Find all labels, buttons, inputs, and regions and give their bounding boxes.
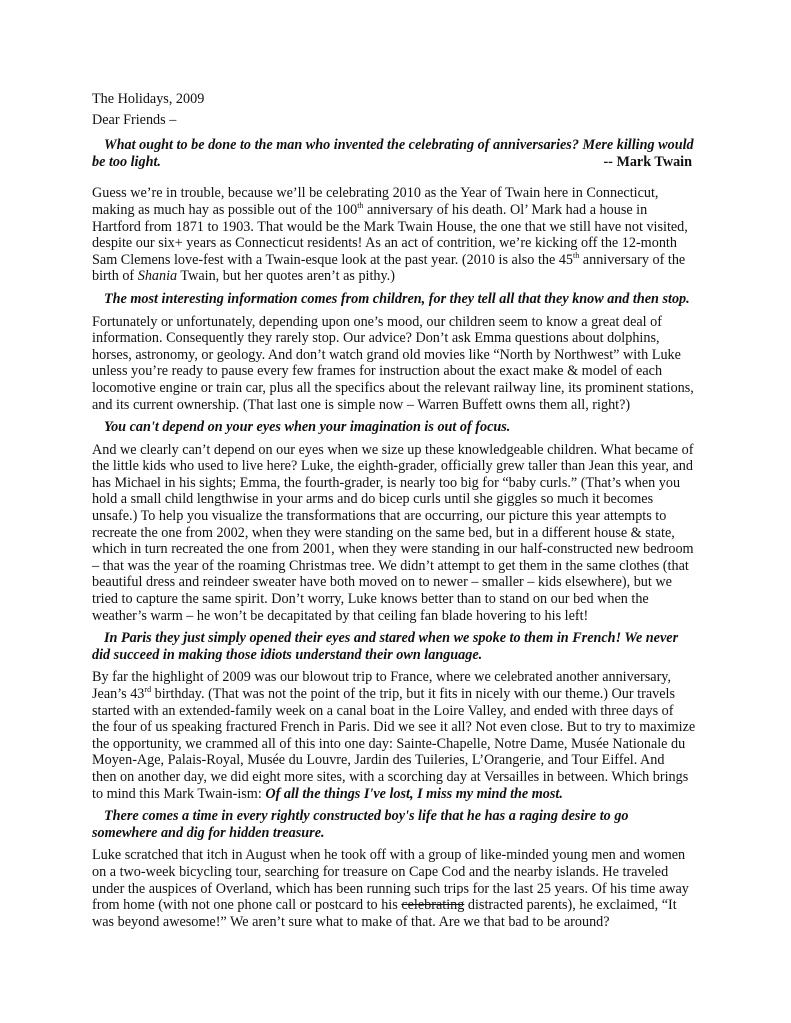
text-run: birthday. (That was not the point of the trip, but it fits in nicely with our theme.) Our travels	[151, 686, 675, 702]
paragraph-line	[92, 897, 702, 914]
text-run: Jean’s 43	[92, 686, 145, 702]
text-run: Sam Clemens love-fest with a Twain-esque look at the past year. (2010 is also the 45	[92, 251, 574, 268]
paragraph-line	[92, 252, 702, 269]
paragraph-line: horses, astronomy, or geology. And don’t watch grand old movies like “North by Northwest” with Luke	[92, 346, 681, 363]
paragraph-line: Moyen-Age, Palais-Royal, Musée du Louvre, Jardin des Tuileries, L’Orangerie, and Tour Eiffel. And	[92, 752, 665, 769]
paragraph-line: Hartford from 1871 to 1903. That would be the Mark Twain House, the one that we still have not visited,	[92, 218, 688, 235]
superscript: th	[357, 200, 364, 210]
quote-treasure	[92, 808, 702, 841]
paragraph-line: hold a small child lengthwise in your arms and do bicep curls until she giggles so much it becomes	[92, 491, 654, 508]
paragraph-line: tried to capture the same spirit. Don’t worry, Luke knows better than to stand on our bed when the	[92, 591, 649, 608]
paragraph-line	[92, 202, 702, 219]
struck-word: celebrating	[401, 897, 465, 914]
text-run: making as much hay as possible out of the 100	[92, 201, 358, 218]
paragraph-line: By far the highlight of 2009 was our blowout trip to France, where we celebrated another anniversary,	[92, 669, 672, 686]
paragraph-year-of-twain	[92, 185, 702, 285]
paragraph-line: Guess we’re in trouble, because we’ll be celebrating 2010 as the Year of Twain here in Connecticut,	[92, 185, 659, 202]
paragraph-bicycle-tour	[92, 847, 702, 930]
quote-line: What ought to be done to the man who invented the celebrating of anniversaries? Mere killing would	[104, 137, 694, 154]
quote-anniversaries	[92, 137, 702, 170]
paragraph-line: Fortunately or unfortunately, depending upon one’s mood, our children seem to know a great deal of	[92, 313, 662, 330]
paragraph-children-knowledge	[92, 314, 702, 414]
text-run: to mind this Mark Twain-ism:	[92, 785, 266, 802]
paragraph-line: Luke scratched that itch in August when he took off with a group of like-minded young men and women	[92, 847, 686, 864]
paragraph-line: was beyond awesome!” We aren’t sure what to make of that. Are we that bad to be around?	[92, 913, 610, 930]
paragraph-line: the little kids who used to live here? Luke, the eighth-grader, officially grew taller than Jean this year, and	[92, 458, 693, 475]
quote-children	[92, 291, 702, 308]
quote-line: You can't depend on your eyes when your imagination is out of focus.	[104, 419, 511, 436]
text-run: distracted parents), he exclaimed, “It	[464, 897, 677, 914]
paragraph-france-trip	[92, 669, 702, 802]
paragraph-line	[92, 786, 702, 803]
text-run: anniversary of the	[579, 251, 686, 268]
paragraph-line: despite our six+ years as Connecticut residents! As an act of contrition, we’re kicking off the 12-month	[92, 235, 677, 252]
superscript: th	[573, 250, 580, 260]
quote-attribution: -- Mark Twain	[603, 153, 692, 170]
inline-quote: Of all the things I've lost, I miss my mind the most.	[265, 785, 563, 802]
quote-imagination	[92, 419, 702, 436]
paragraph-line: locomotive engine or train car, plus all the specifics about the relevant railway line, its prominent stations,	[92, 379, 694, 396]
quote-line: The most interesting information comes from children, for they tell all that they know and then stop.	[104, 290, 690, 307]
paragraph-line: under the auspices of Overland, which has been running such trips for the last 25 years. Of his time away	[92, 880, 689, 897]
paragraph-line: unsafe.) To help you visualize the transformations that are occurring, our picture this year attempts to	[92, 508, 667, 525]
text-run: birth of	[92, 268, 138, 285]
text-run: Twain, but her quotes aren’t as pithy.)	[177, 268, 395, 285]
paragraph-line: beautiful dress and reindeer sweater have both moved on to newer – smaller – kids elsewhere), but we	[92, 574, 672, 591]
paragraph-line	[92, 268, 702, 285]
paragraph-line: And we clearly can’t depend on our eyes when we size up these knowledgeable children. What became of	[92, 441, 694, 458]
paragraph-line: started with an extended-family week on a canal boat in the Loire Valley, and ended with three days of	[92, 702, 674, 719]
paragraph-line: has Michael in his sights; Emma, the fourth-grader, is nearly too big for “baby curls.” (That’s when you	[92, 474, 681, 491]
paragraph-line	[92, 686, 702, 703]
paragraph-line: the opportunity, we crammed all of this into one day: Sainte-Chapelle, Notre Dame, Musée Nationale du	[92, 735, 686, 752]
paragraph-line: then on another day, we did eight more sites, with a scorching day at Versailles in between. Which brings	[92, 768, 689, 785]
italic-text: Shania	[137, 268, 178, 285]
paragraph-line: and its current ownership. (That last one is simple now – Warren Buffett owns them all, right?)	[92, 396, 631, 413]
quote-line: did succeed in making those idiots understand their own language.	[92, 646, 483, 663]
text-run: from home (with not one phone call or postcard to his	[92, 897, 402, 914]
paragraph-line: the four of us speaking fractured French in Paris. Did we see it all? Not even close. But to try to maximize	[92, 719, 696, 736]
salutation: Dear Friends –	[92, 111, 177, 128]
superscript: rd	[144, 685, 152, 694]
quote-line: In Paris they just simply opened their eyes and stared when we spoke to them in French! We never	[104, 630, 679, 647]
paragraph-growing-kids	[92, 442, 702, 625]
quote-line: be too light.	[92, 153, 161, 170]
paragraph-line: information. Consequently they rarely stop. Our advice? Don’t ask Emma questions about dolphins,	[92, 330, 660, 347]
paragraph-line: weather’s warm – he won’t be decapitated by that ceiling fan blade hovering to his left!	[92, 607, 589, 624]
quote-paris	[92, 630, 702, 663]
paragraph-line: – that was the year of the roaming Christmas tree. We didn’t attempt to get them in the same clothes (that	[92, 557, 689, 574]
paragraph-line: recreate the one from 2002, when they were standing on the same bed, but in a different house & state,	[92, 524, 675, 541]
paragraph-line: on a two-week bicycling tour, searching for treasure on Cape Cod and the nearby islands. He traveled	[92, 863, 669, 880]
letter-page	[92, 91, 702, 930]
quote-line: There comes a time in every rightly constructed boy's life that he has a raging desire to go	[104, 808, 629, 825]
paragraph-line: unless you’re ready to pause every few frames for instruction about the exact make & model of each	[92, 363, 663, 380]
quote-line: somewhere and dig for hidden treasure.	[92, 824, 325, 841]
text-run: anniversary of his death. Ol’ Mark had a house in	[363, 201, 648, 218]
dateline: The Holidays, 2009	[92, 91, 205, 107]
paragraph-line: which in turn recreated the one from 2001, when they were standing in our half-constructed new bedroom	[92, 541, 694, 558]
